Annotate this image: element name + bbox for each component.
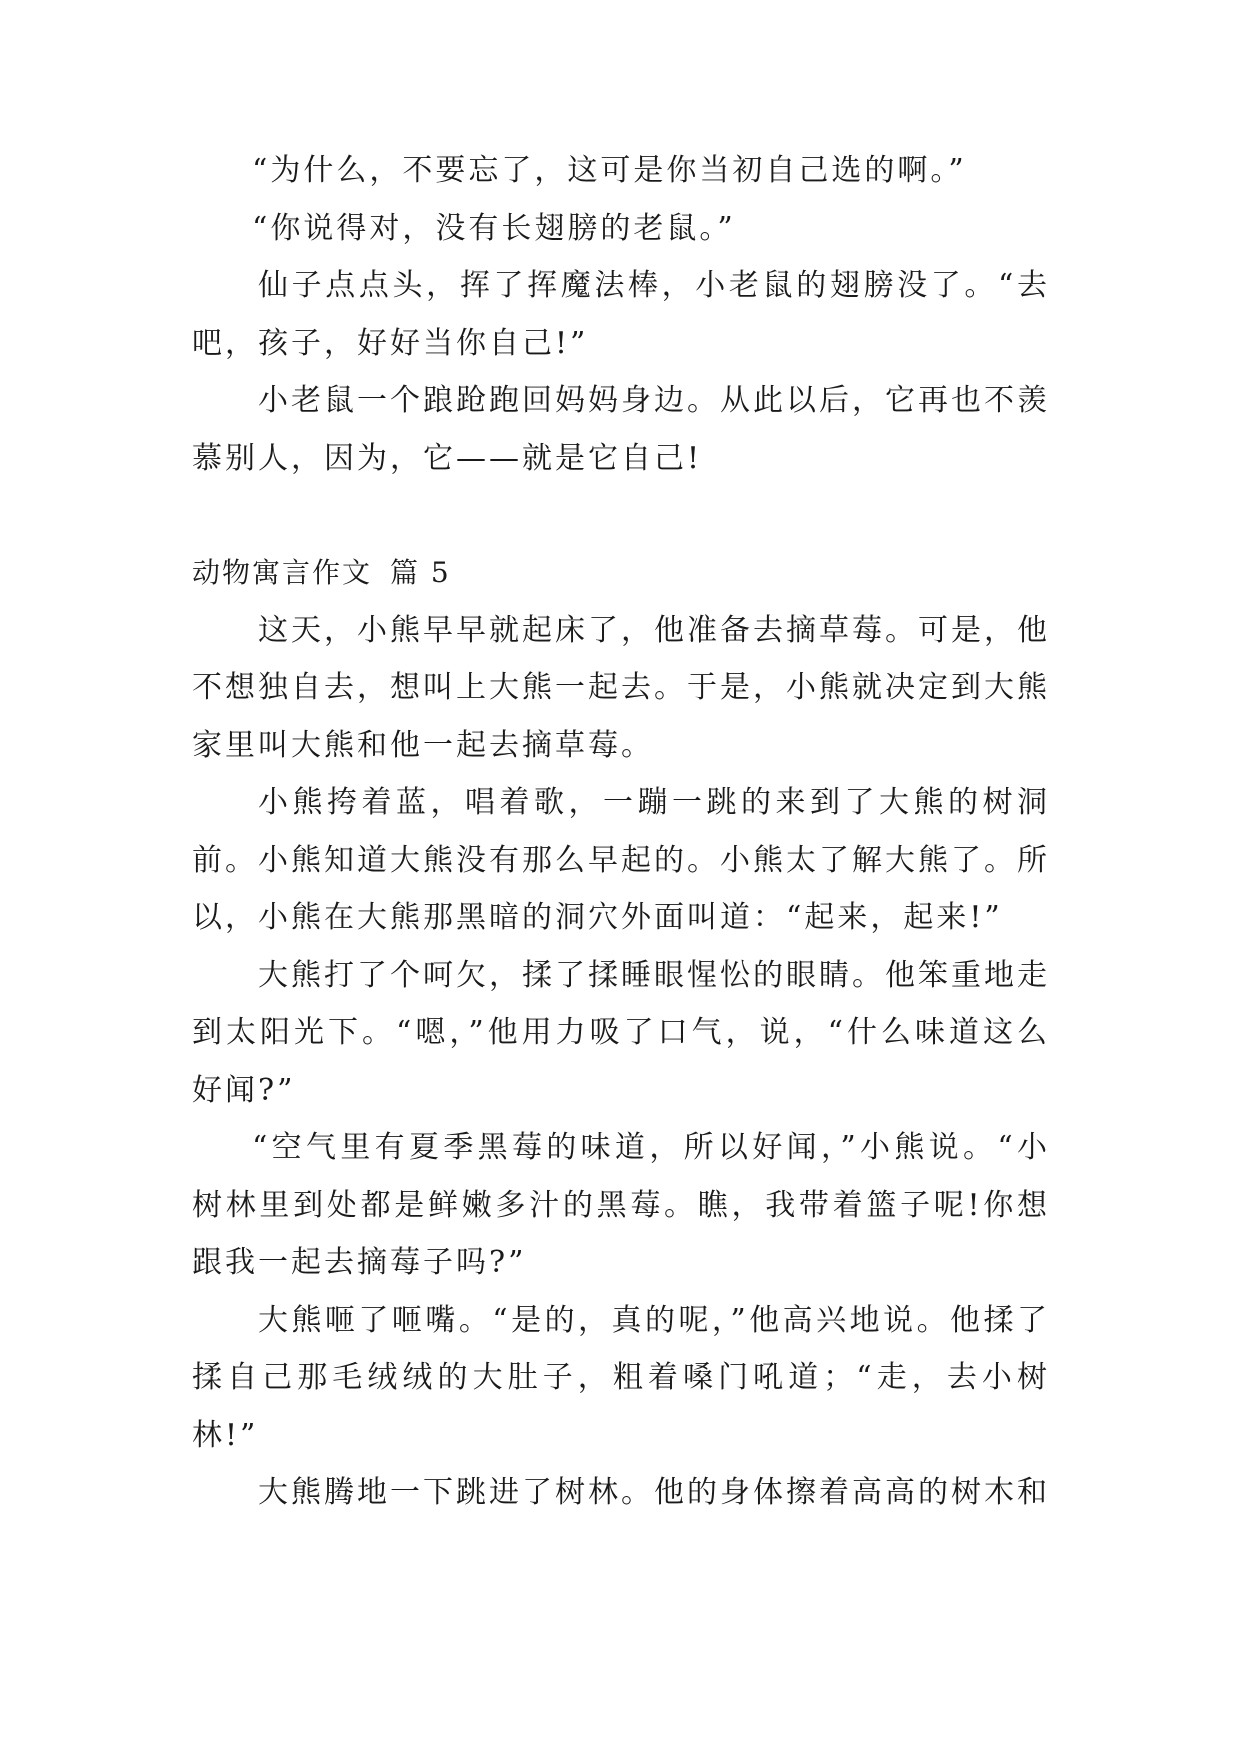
paragraph: 大熊腾地一下跳进了树林。他的身体擦着高高的树木和 [258,1475,1050,1510]
document-page [192,0,1050,1522]
top-margin [192,0,1050,142]
section-title: 动物寓言作文 [192,556,373,589]
paragraph: 小熊挎着蓝，唱着歌，一蹦一跳的来到了大熊的树洞前。小熊知道大熊没有那么早起的。小熊太了解大熊了。所以，小熊在大熊那黑暗的洞穴外面叫道：“起来，起来!” [192,785,1050,935]
paragraph: “空气里有夏季黑莓的味道，所以好闻，”小熊说。“小树林里到处都是鲜嫩多汁的黑莓。瞧，我带着篮子呢!你想跟我一起去摘莓子吗?” [192,1130,1050,1280]
section-heading [192,544,1050,602]
section-number: 篇 5 [390,556,451,589]
paragraph: 仙子点点头，挥了挥魔法棒，小老鼠的翅膀没了。“去吧，孩子，好好当你自己!” [192,268,1050,361]
paragraph: 大熊打了个呵欠，揉了揉睡眼惺忪的眼睛。他笨重地走到太阳光下。“嗯，”他用力吸了口气，说，“什么味道这么好闻?” [192,957,1050,1108]
section-gap [192,487,1050,544]
paragraph: 大熊咂了咂嘴。“是的，真的呢，”他高兴地说。他揉了揉自己那毛绒绒的大肚子，粗着嗓门吼道；“走，去小树林!” [192,1302,1050,1453]
paragraph: 这天，小熊早早就起床了，他准备去摘草莓。可是，他不想独自去，想叫上大熊一起去。于是，小熊就决定到大熊家里叫大熊和他一起去摘草莓。 [192,612,1050,763]
paragraph: “你说得对，没有长翅膀的老鼠。” [252,210,736,246]
paragraph: 小老鼠一个踉跄跑回妈妈身边。从此以后，它再也不羡慕别人，因为，它——就是它自己! [192,383,1050,476]
paragraph: “为什么，不要忘了，这可是你当初自己选的啊。” [252,153,967,188]
